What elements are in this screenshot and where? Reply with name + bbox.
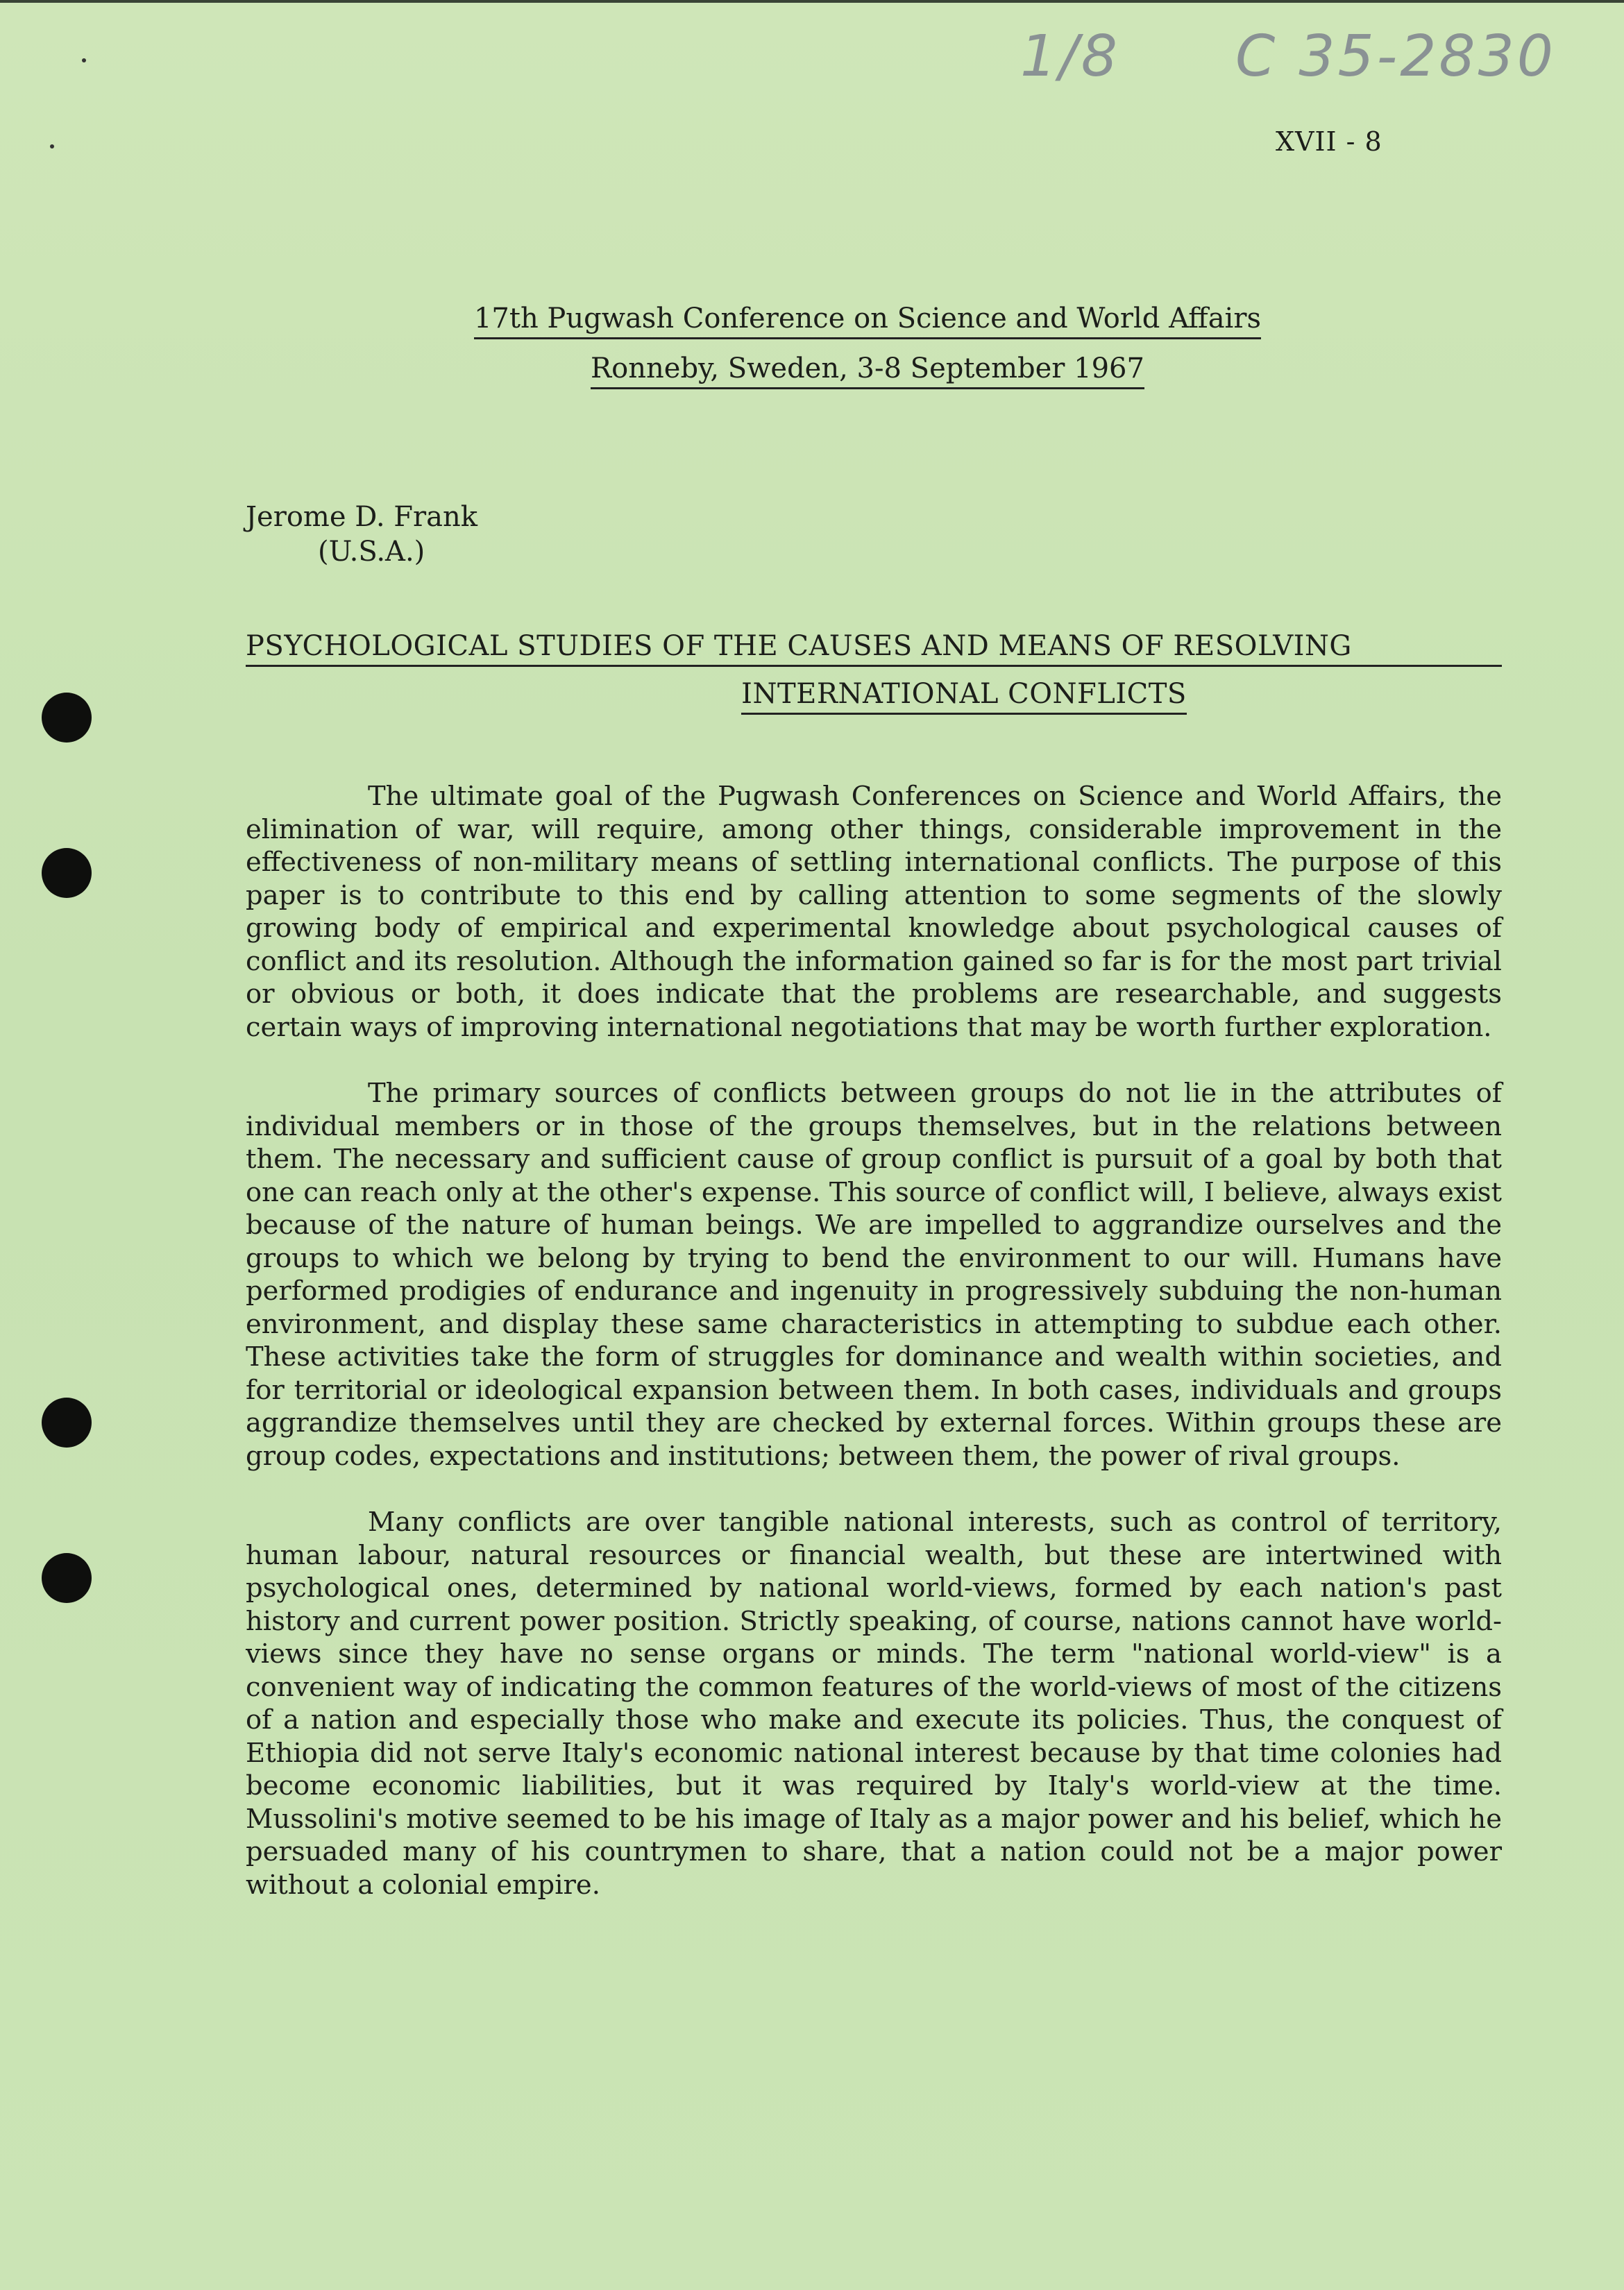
punch-hole — [42, 848, 92, 898]
conference-title-text: 17th Pugwash Conference on Science and World Affairs — [474, 303, 1261, 339]
punch-hole — [42, 1398, 92, 1448]
body-text — [246, 780, 1502, 1935]
conference-place-date — [56, 353, 1624, 384]
paragraph: Many conflicts are over tangible national interests, such as control of territory, human labour, natural resources or financial wealth, but these are intertwined with psychological ones, determined by national world-views, formed by each nation's past history and current power position. Strictly speaking, of course, nations cannot have world-views since they have no sense organs or minds. The term "national world-view" is a convenient way of indicating the common features of the world-views of most of the citizens of a nation and especially those who make and execute its policies. Thus, the conquest of Ethiopia did not serve Italy's economic national interest because by that time colonies had become economic liabilities, but it was required by Italy's world-view at the time. Mussolini's motive seemed to be his image of Italy as a major power and his belief, which he persuaded many of his countrymen to share, that a nation could not be a major power without a colonial empire. — [246, 1507, 1502, 1901]
author-name: Jerome D. Frank — [246, 501, 478, 533]
paper-title — [246, 630, 1502, 710]
paragraph: The primary sources of conflicts between groups do not lie in the attributes of individual members or in those of the groups themselves, but in the relations between them. The necessary and sufficient cause of group conflict is pursuit of a goal by both that one can reach only at the other's expense. This source of conflict will, I believe, always exist because of the nature of human beings. We are impelled to aggrandize ourselves and the groups to which we belong by trying to bend the environment to our will. Humans have performed prodigies of endurance and ingenuity in progressively subduing the non-human environment, and display these same characteristics in attempting to subdue each other. These activities take the form of struggles for dominance and wealth within societies, and for territorial or ideological expansion between them. In both cases, individuals and groups aggrandize themselves until they are checked by external forces. Within groups these are group codes, expectations and institutions; between them, the power of rival groups. — [246, 1078, 1502, 1472]
punch-hole — [42, 693, 92, 743]
paper-title-line-2-wrap — [426, 678, 1502, 710]
conference-title — [56, 303, 1624, 334]
paper-title-line-1: PSYCHOLOGICAL STUDIES OF THE CAUSES AND MEANS OF RESOLVING — [246, 630, 1502, 667]
conference-place-date-text: Ronneby, Sweden, 3-8 September 1967 — [591, 353, 1144, 389]
punch-hole — [42, 1553, 92, 1603]
paper-speck — [50, 144, 54, 149]
handwritten-reference-a: 1/8 — [1020, 24, 1120, 90]
document-code: XVII - 8 — [1276, 126, 1382, 157]
paper-speck — [82, 58, 86, 62]
author-block — [246, 500, 477, 569]
paper-title-line-2: INTERNATIONAL CONFLICTS — [741, 678, 1187, 715]
paragraph: The ultimate goal of the Pugwash Conferences on Science and World Affairs, the elimination of war, will require, among other things, considerable improvement in the effectiveness of non-military means of settling international conflicts. The purpose of this paper is to contribute to this end by calling attention to some segments of the slowly growing body of empirical and experimental knowledge about psychological causes of conflict and its resolution. Although the information gained so far is for the most part trivial or obvious or both, it does indicate that the problems are researchable, and suggests certain ways of improving international negotiations that may be worth further exploration. — [246, 781, 1502, 1043]
author-country: (U.S.A.) — [318, 536, 425, 568]
handwritten-reference-b: C 35-2830 — [1235, 24, 1556, 90]
